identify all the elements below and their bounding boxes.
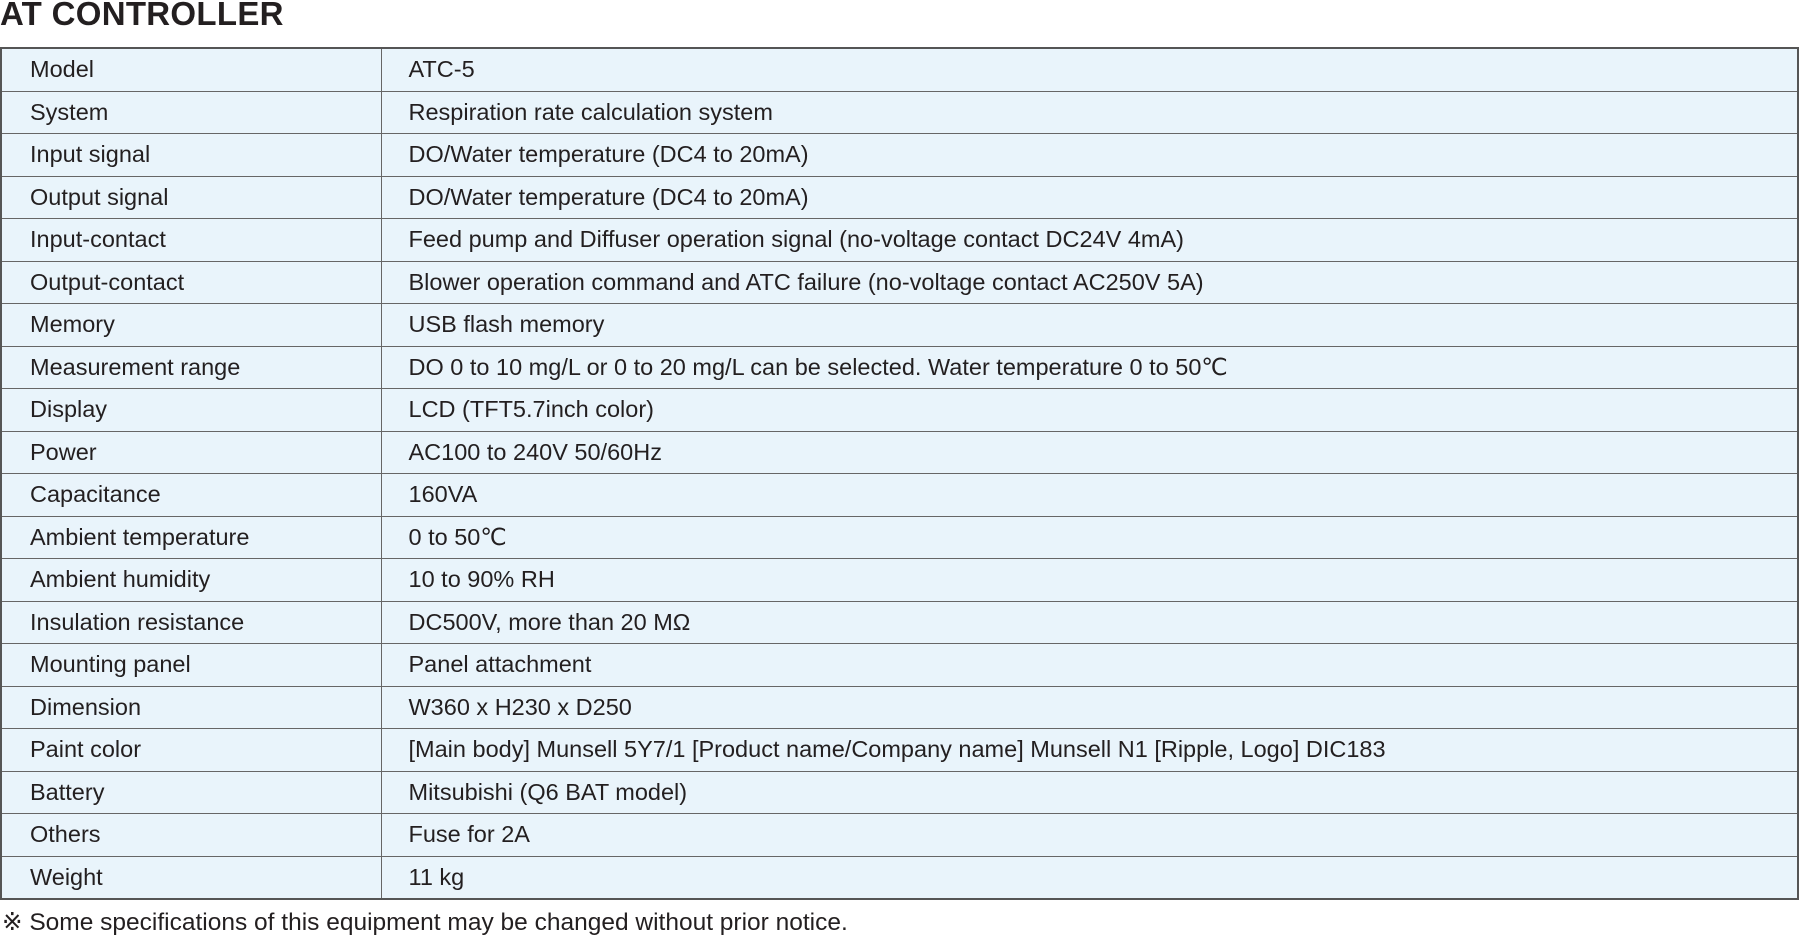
table-row bbox=[1, 474, 1798, 517]
spec-label: Mounting panel bbox=[1, 644, 381, 687]
spec-value: 0 to 50℃ bbox=[381, 516, 1798, 559]
spec-label: Ambient humidity bbox=[1, 559, 381, 602]
spec-value: LCD (TFT5.7inch color) bbox=[381, 389, 1798, 432]
table-row bbox=[1, 856, 1798, 899]
spec-value: 160VA bbox=[381, 474, 1798, 517]
spec-value: Feed pump and Diffuser operation signal (no-voltage contact DC24V 4mA) bbox=[381, 219, 1798, 262]
spec-value: USB flash memory bbox=[381, 304, 1798, 347]
spec-label: Model bbox=[1, 48, 381, 91]
table-row bbox=[1, 644, 1798, 687]
table-row bbox=[1, 48, 1798, 91]
table-row bbox=[1, 346, 1798, 389]
spec-label: Paint color bbox=[1, 729, 381, 772]
spec-label: Output signal bbox=[1, 176, 381, 219]
spec-label: Dimension bbox=[1, 686, 381, 729]
spec-value: W360 x H230 x D250 bbox=[381, 686, 1798, 729]
spec-value: Mitsubishi (Q6 BAT model) bbox=[381, 771, 1798, 814]
spec-label: Input signal bbox=[1, 134, 381, 177]
spec-value: DO/Water temperature (DC4 to 20mA) bbox=[381, 176, 1798, 219]
spec-value: AC100 to 240V 50/60Hz bbox=[381, 431, 1798, 474]
table-row bbox=[1, 91, 1798, 134]
spec-value: Blower operation command and ATC failure (no-voltage contact AC250V 5A) bbox=[381, 261, 1798, 304]
spec-label: Power bbox=[1, 431, 381, 474]
table-row bbox=[1, 219, 1798, 262]
spec-label: Battery bbox=[1, 771, 381, 814]
spec-label: Capacitance bbox=[1, 474, 381, 517]
table-row bbox=[1, 516, 1798, 559]
spec-label: Output-contact bbox=[1, 261, 381, 304]
table-row bbox=[1, 389, 1798, 432]
table-row bbox=[1, 134, 1798, 177]
spec-value: DO/Water temperature (DC4 to 20mA) bbox=[381, 134, 1798, 177]
spec-value: ATC-5 bbox=[381, 48, 1798, 91]
table-row bbox=[1, 304, 1798, 347]
spec-value: [Main body] Munsell 5Y7/1 [Product name/Company name] Munsell N1 [Ripple, Logo] DIC183 bbox=[381, 729, 1798, 772]
spec-label: Input-contact bbox=[1, 219, 381, 262]
spec-value: DO 0 to 10 mg/L or 0 to 20 mg/L can be selected. Water temperature 0 to 50℃ bbox=[381, 346, 1798, 389]
spec-value: Panel attachment bbox=[381, 644, 1798, 687]
table-row bbox=[1, 601, 1798, 644]
table-row bbox=[1, 176, 1798, 219]
spec-label: Display bbox=[1, 389, 381, 432]
spec-table bbox=[0, 47, 1799, 900]
spec-value: Respiration rate calculation system bbox=[381, 91, 1798, 134]
table-row bbox=[1, 559, 1798, 602]
table-row bbox=[1, 431, 1798, 474]
table-row bbox=[1, 686, 1798, 729]
footnote: ※ Some specifications of this equipment may be changed without prior notice. bbox=[2, 909, 848, 936]
spec-label: Others bbox=[1, 814, 381, 857]
spec-label: Weight bbox=[1, 856, 381, 899]
table-row bbox=[1, 261, 1798, 304]
spec-label: Memory bbox=[1, 304, 381, 347]
table-row bbox=[1, 729, 1798, 772]
spec-value: 11 kg bbox=[381, 856, 1798, 899]
spec-label: System bbox=[1, 91, 381, 134]
spec-value: DC500V, more than 20 MΩ bbox=[381, 601, 1798, 644]
page-title: AT CONTROLLER bbox=[0, 0, 284, 32]
spec-table-body bbox=[1, 48, 1798, 899]
spec-label: Ambient temperature bbox=[1, 516, 381, 559]
spec-value: 10 to 90% RH bbox=[381, 559, 1798, 602]
spec-label: Measurement range bbox=[1, 346, 381, 389]
table-row bbox=[1, 771, 1798, 814]
spec-value: Fuse for 2A bbox=[381, 814, 1798, 857]
table-row bbox=[1, 814, 1798, 857]
spec-label: Insulation resistance bbox=[1, 601, 381, 644]
